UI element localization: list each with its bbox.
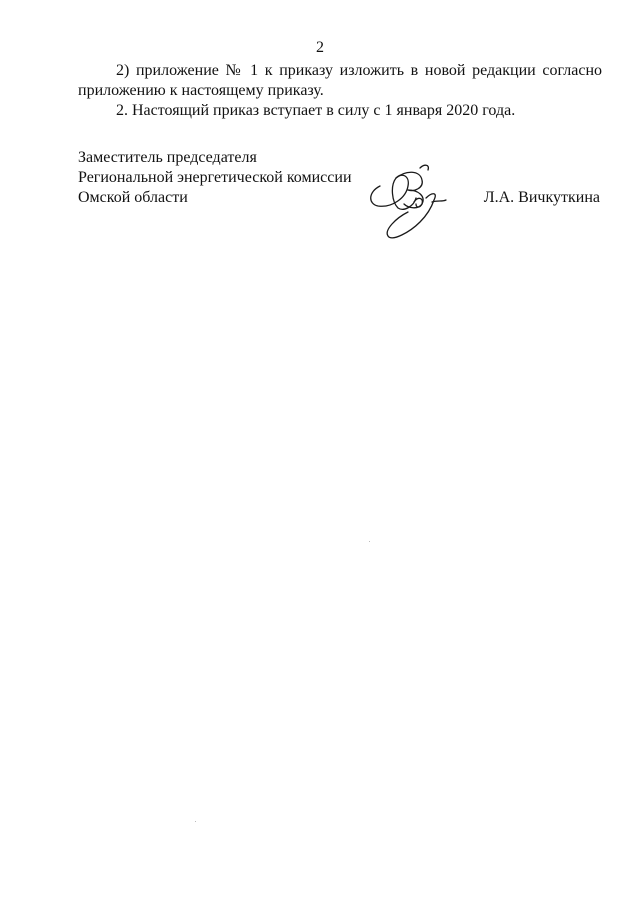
scan-speck [195,821,196,822]
handwritten-signature-icon [362,158,462,242]
signatory-title-line-1: Заместитель председателя [78,149,257,166]
paragraph-amendment: 2) приложение № 1 к приказу изложить в новой редакции согласно приложению к настоящему приказу. [78,62,602,99]
signatory-title [78,148,352,208]
scan-speck [369,541,370,542]
page-number: 2 [316,39,324,56]
signatory-title-line-3: Омской области [78,189,188,206]
signatory-title-line-2: Региональной энергетической комиссии [78,169,352,186]
signatory-name: Л.А. Вичкуткина [483,189,600,206]
paragraph-effective-date: 2. Настоящий приказ вступает в силу с 1 января 2020 года. [116,102,516,119]
